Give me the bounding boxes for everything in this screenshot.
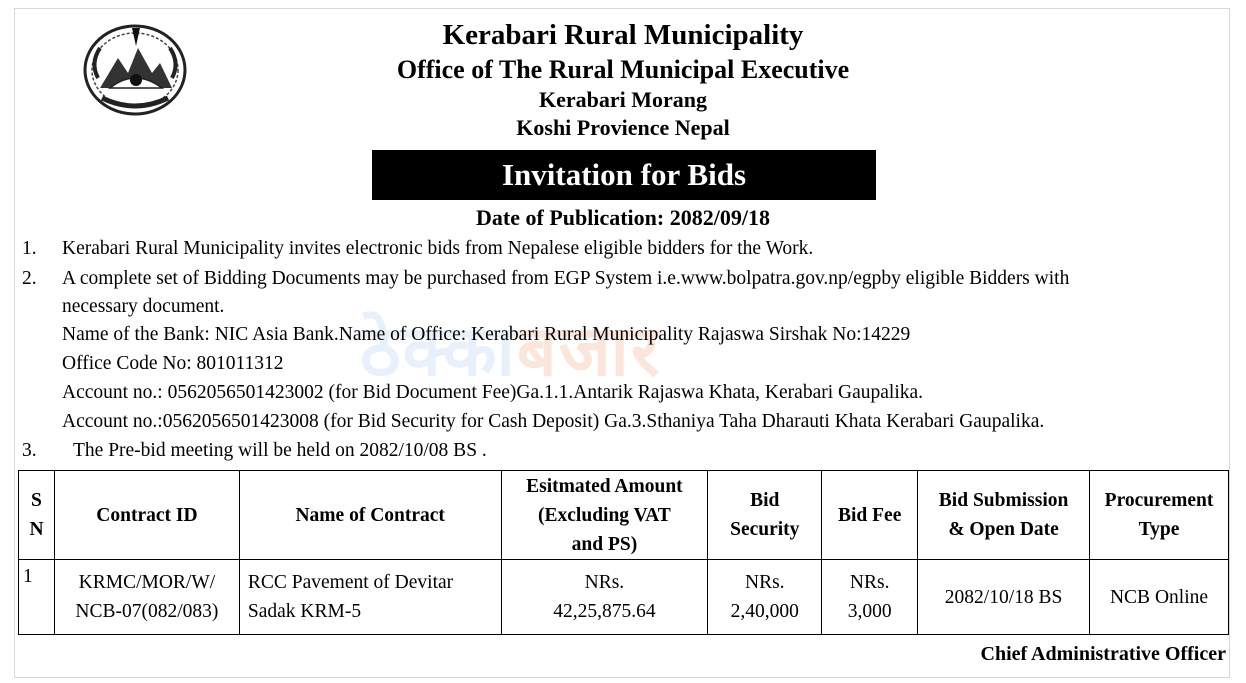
- cell-submission-date: 2082/10/18 BS: [918, 560, 1090, 635]
- bank-detail-line: Account no.:0562056501423008 (for Bid Security for Cash Deposit) Ga.3.Sthaniya Taha Dharauti Khata Kerabari Gaupalika.: [62, 411, 1045, 432]
- bank-detail-line: Name of the Bank: NIC Asia Bank.Name of Office: Kerabari Rural Municipality Rajaswa Sirshak No:14229: [62, 324, 911, 345]
- cell-procurement-type: NCB Online: [1090, 560, 1229, 635]
- bank-detail-line: Office Code No: 801011312: [62, 353, 284, 374]
- cell-estimated-amount: NRs. 42,25,875.64: [501, 560, 708, 635]
- location-title: Kerabari Morang: [538, 87, 708, 112]
- cell-bid-security: NRs. 2,40,000: [708, 560, 822, 635]
- bank-detail-line: Account no.: 0562056501423002 (for Bid Document Fee)Ga.1.1.Antarik Rajaswa Khata, Kerabari Gaupalika.: [62, 382, 924, 403]
- header-contract-id: Contract ID: [54, 471, 239, 560]
- watermark-part1: ठेक्का: [360, 310, 517, 392]
- item-text: A complete set of Bidding Documents may be purchased from EGP System i.e.www.bolpatra.gov.np/egpby eligible Bidders with: [62, 268, 1070, 289]
- table-header-row: [19, 471, 1229, 560]
- cell-sn: 1: [19, 560, 55, 635]
- item-number: 3.: [22, 440, 37, 461]
- header-submission-date: Bid Submission & Open Date: [918, 471, 1090, 560]
- item-number: 1.: [22, 238, 37, 259]
- item-number: 2.: [22, 268, 37, 289]
- header-bid-security: Bid Security: [708, 471, 822, 560]
- signatory-title: Chief Administrative Officer: [980, 643, 1226, 665]
- notice-title: Invitation for Bids: [372, 150, 876, 200]
- municipality-title: Kerabari Rural Municipality: [442, 19, 804, 51]
- item-text-continued: necessary document.: [62, 296, 225, 317]
- header-sn: S N: [19, 471, 55, 560]
- publication-date: Date of Publication: 2082/09/18: [476, 205, 770, 230]
- header-contract-name: Name of Contract: [239, 471, 501, 560]
- watermark-part2: बजार: [516, 310, 662, 392]
- table-row: [19, 560, 1229, 635]
- header-bid-fee: Bid Fee: [822, 471, 918, 560]
- header-estimated-amount: Esitmated Amount (Excluding VAT and PS): [501, 471, 708, 560]
- cell-contract-name: RCC Pavement of Devitar Sadak KRM-5: [239, 560, 501, 635]
- header-procurement-type: Procurement Type: [1090, 471, 1229, 560]
- item-text: Kerabari Rural Municipality invites electronic bids from Nepalese eligible bidders for the Work.: [62, 238, 814, 259]
- office-title: Office of The Rural Municipal Executive: [396, 55, 850, 84]
- cell-contract-id: KRMC/MOR/W/ NCB-07(082/083): [54, 560, 239, 635]
- bids-table: [18, 470, 1229, 635]
- item-text: The Pre-bid meeting will be held on 2082/10/08 BS .: [73, 440, 487, 461]
- province-title: Koshi Provience Nepal: [516, 115, 730, 140]
- cell-bid-fee: NRs. 3,000: [822, 560, 918, 635]
